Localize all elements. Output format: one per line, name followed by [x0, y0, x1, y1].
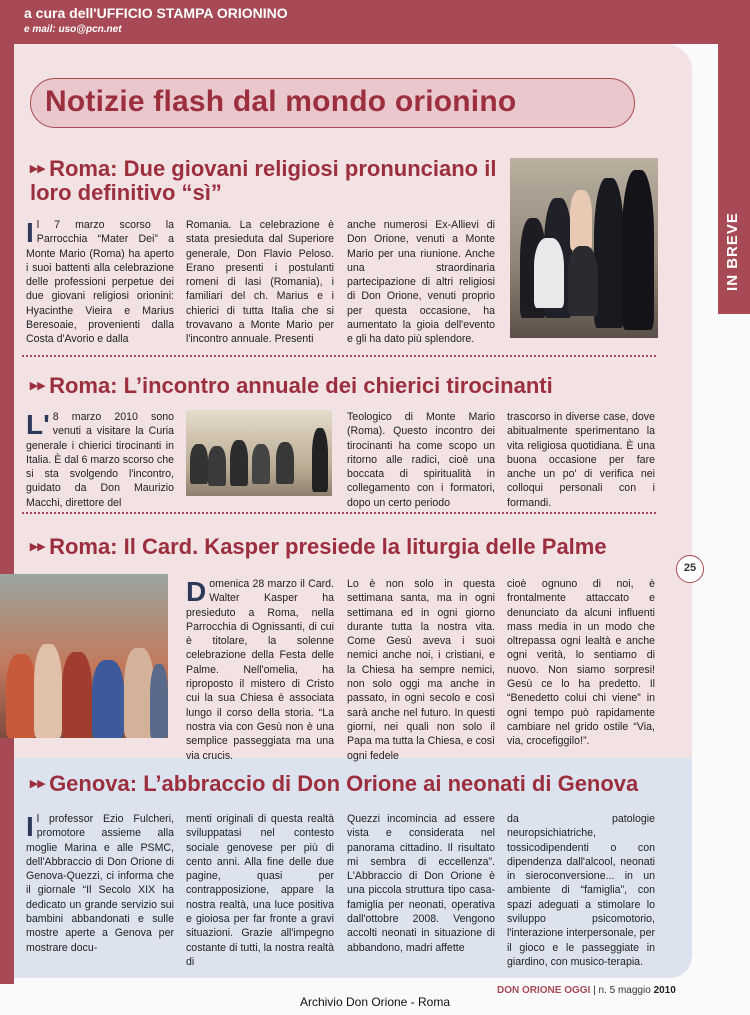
article-2-heading [30, 374, 590, 398]
article-3-heading [30, 535, 630, 559]
main-title: Notizie flash dal mondo orionino [45, 85, 517, 118]
page-number: 25 [676, 555, 704, 583]
issue-year: 2010 [653, 985, 676, 996]
article-4-col-4: da patologie neuropsichiatriche, tossicodipendenti o con dipendenza dall'alcool, neonati in sieroconversione... in un ambiente di “famiglia”, con spazi adeguati a stimolare lo sviluppo psicomotorio, l'interazione interpersonale, per il gioco e le passeggiate in giardino, con musico-terapia. [507, 813, 655, 968]
magazine-footer: DON ORIONE OGGI | n. 5 maggio 2010 [497, 985, 676, 996]
article-1-col-3: anche numerosi Ex-Allievi di Don Orione, venuti a Monte Mario per una riunione. Anche una straordinaria partecipazione di altri religiosi di Don Orione, venuti proprio per questa occasione, ha aumentato la gioia dell'evento e gli ha dato più splendore. [347, 219, 495, 346]
double-arrow-icon: ▸▸ [30, 538, 46, 555]
article-2-col-3: trascorso in diverse case, dove abitualmente sperimentano la vita religiosa quotidiana. È una buona occasione per fare anche un po' di verifica nei colloqui personali con i formandi. [507, 411, 655, 509]
article-1-title: Roma: Due giovani religiosi pronunciano il loro definitivo “sì” [30, 156, 497, 205]
archive-caption: Archivio Don Orione - Roma [299, 995, 451, 1009]
header-credit: a cura dell'UFFICIO STAMPA ORIONINO [24, 5, 288, 21]
article-1-col-1: Il 7 marzo scorso la Parrocchia “Mater Dei” a Monte Mario (Roma) ha aperto i suoi battenti alla celebrazione delle professioni perpetue dei due giovani religiosi orionini: Hyacinthe Vieira e Marius Beresoaie, provenienti dalla Costa d'Avorio e dalla [26, 217, 174, 346]
separator [22, 355, 656, 357]
religious-group-photo [510, 158, 658, 338]
article-4-heading [30, 772, 660, 796]
double-arrow-icon: ▸▸ [30, 160, 46, 177]
meeting-room-photo [186, 410, 332, 496]
double-arrow-icon: ▸▸ [30, 775, 46, 792]
article-4-title: Genova: L’abbraccio di Don Orione ai neonati di Genova [49, 771, 639, 796]
article-2-col-2: Teologico di Monte Mario (Roma). Questo incontro dei tirocinanti ha come scopo un ritorno alle radici, cioè una boccata di spiritualità in collegamento con i formatori, dopo un certo periodo [347, 411, 495, 509]
article-3-col-2: Lo è non solo in questa settimana santa, ma in ogni settimana ed in ogni giorno durante tutta la nostra vita. Come Gesù aveva i suoi nemici anche noi, i cristiani, e la Chiesa ha sempre nemici, non solo oggi ma anche in passato, in ogni secolo e così sarà anche nel futuro. In questi giorni, nei quali non solo il Papa ma tutta la Chiesa, e così ogni fedele [347, 578, 495, 762]
article-3-title: Roma: Il Card. Kasper presiede la liturgia delle Palme [49, 534, 607, 559]
section-tab [718, 205, 748, 310]
article-1-col-2: Romania. La celebrazione è stata presieduta dal Superiore generale, Don Flavio Peloso. Erano presenti i postulanti romeni di Iasi (Romania), i familiari del ch. Marius e i chierici di tutta Italia che si trovavano a Monte Mario per l'incontro annuale. Presenti [186, 219, 334, 346]
palm-sunday-crowd-photo [0, 574, 168, 738]
double-arrow-icon: ▸▸ [30, 377, 46, 394]
main-title-banner [30, 78, 635, 128]
article-2-title: Roma: L’incontro annuale dei chierici tirocinanti [49, 373, 553, 398]
header-email: e mail: uso@pcn.net [24, 24, 122, 35]
separator [22, 512, 656, 514]
article-4-col-1: Il professor Ezio Fulcheri, promotore assieme alla moglie Marina e alle PSMC, dell'Abbraccio di Don Orione di Genova-Quezzi, ci informa che il giornale “Il Secolo XIX ha dedicato un grande servizio sui bambini abbandonati e sulle mostre aperte a Genova per mostrare docu- [26, 811, 174, 954]
article-4-col-2: menti originali di questa realtà sviluppatasi nel contesto sociale genovese per più di cento anni. Alla fine delle due pagine, quasi per contrapposizione, appare la nostra realtà, una luce positiva e gioiosa per far fronte a gravi situazioni. Grazie all'impegno costante di tutti, la nostra realtà di [186, 813, 334, 968]
article-3-col-1: Domenica 28 marzo il Card. Walter Kasper ha presieduto a Roma, nella Parrocchia di Ognissanti, di cui è titolare, la solenne celebrazione della Festa delle Palme. Nell'omelia, ha riproposto il mistero di Cristo cui la sua Chiesa è associata lungo il corso della storia. “La nostra via con Gesù non è una semplice passeggiata ma una via crucis. [186, 576, 334, 762]
article-4-col-3: Quezzi incomincia ad essere vista e considerata nel panorama cittadino. Il risultato mi sembra di eccellenza”. L'Abbraccio di Don Orione è una piccola struttura tipo casa-famiglia per neonati, operativa dall'ottobre 2008. Vengono accolti neonati in situazione di abbandono, madri affette [347, 813, 495, 954]
section-tab-label: IN BREVE [724, 212, 741, 291]
header-band [0, 0, 750, 44]
issue-label: n. 5 maggio [598, 985, 651, 996]
article-2-col-1: L'8 marzo 2010 sono venuti a visitare la Curia generale i chierici tirocinanti in Italia. È dal 6 marzo scorso che si sta svolgendo l'incontro, guidato da Don Maurizio Macchi, direttore del [26, 409, 174, 509]
article-3-col-3: cioè ognuno di noi, è frontalmente attaccato e denunciato da alcuni influenti mass media in un modo che oltrepassa ogni lealtà e anche ogni verità, lo sentiamo di nuovo. Non siamo sorpresi! Gesù ce lo ha predetto. Il “Benedetto colui chi viene” in ogni tempo può rapidamente cambiare nel grido ostile “Via, via, crocefiggilo!”. [507, 578, 655, 748]
magazine-name: DON ORIONE OGGI [497, 985, 591, 996]
article-1-heading [30, 157, 500, 205]
left-accent-strip [0, 44, 14, 984]
